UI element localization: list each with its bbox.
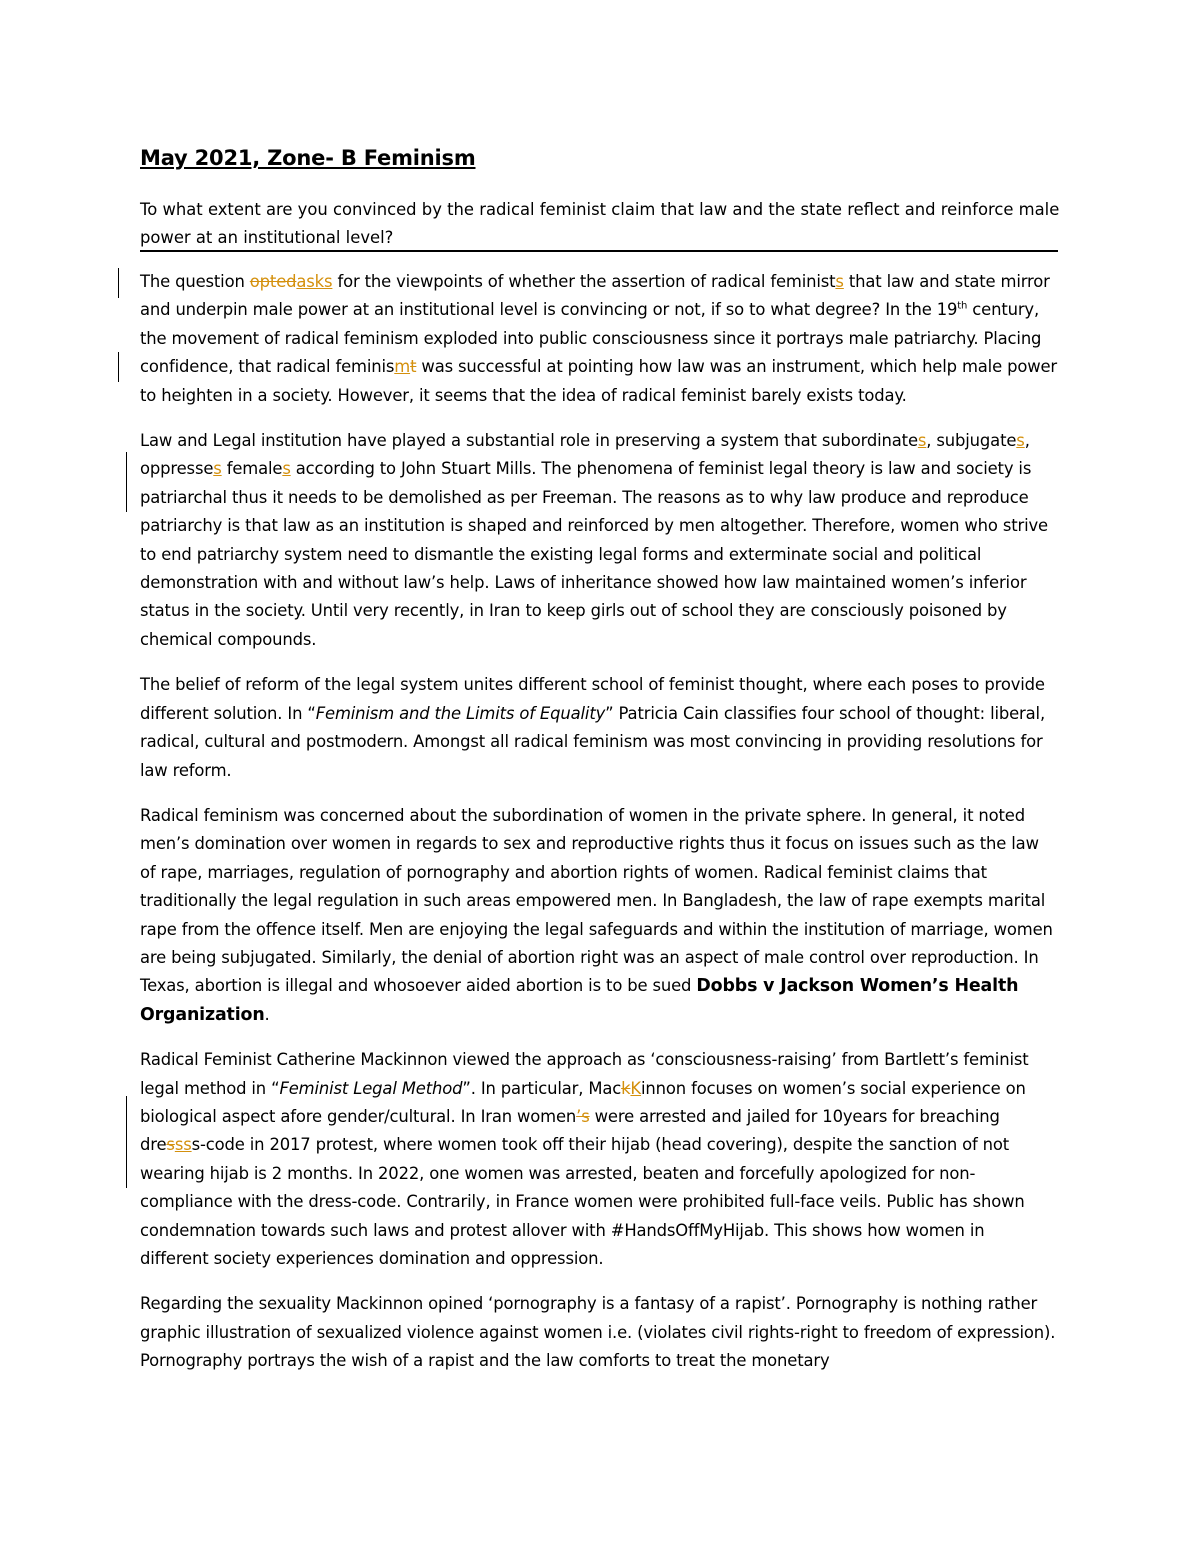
tracked-insertion: asks — [296, 272, 333, 291]
paragraph-4: Radical feminism was concerned about the subordination of women in the private sphere. In general, it noted men’s domination over women in regards to sex and reproductive rights thus it focus on issues such as the law of rape, marriages, regulation of pornography and abortion rights of women. Radical feminist claims that traditionally the legal regulation in such areas empowered men. In Bangladesh, the law of rape exempts marital rape from the offence itself. Men are enjoying the legal safeguards and within the institution of marriage, women are being subjugated. Similarly, the denial of abortion right was an aspect of male control over reproduction. In Texas, abortion is illegal and whosoever aided abortion is to be sued Dobbs v Jackson Women’s Health Organization. — [140, 805, 1053, 1025]
tracked-insertion: m — [394, 357, 411, 377]
change-bar — [126, 452, 127, 512]
document-body — [140, 268, 1058, 1393]
tracked-insertion: s — [1016, 431, 1025, 451]
paragraph-3: The belief of reform of the legal system unites different school of feminist thought, where each poses to provide different solution. In “Feminism and the Limits of Equality” Patricia Cain classifies four school of thought: liberal, radical, cultural and postmodern. Amongst all radical feminism was most convincing in providing resolutions for law reform. — [140, 675, 1046, 780]
tracked-insertion: s — [213, 459, 222, 479]
tracked-deletion: ’s — [576, 1106, 590, 1126]
tracked-deletion: opted — [249, 272, 297, 291]
document-title: May 2021, Zone- B Feminism — [140, 146, 476, 170]
tracked-insertion: s — [835, 272, 844, 291]
change-bar — [118, 352, 119, 382]
tracked-deletion: k — [621, 1078, 631, 1098]
tracked-deletion: s — [166, 1135, 175, 1155]
change-bar — [118, 268, 119, 298]
essay-question: To what extent are you convinced by the radical feminist claim that law and the state reflect and reinforce male power at an institutional level? — [140, 200, 1060, 247]
tracked-deletion: t — [410, 357, 417, 377]
paragraph-2: Law and Legal institution have played a substantial role in preserving a system that subordinates, subjugates, oppresses females according to John Stuart Mills. The phenomena of feminist legal theory is law and society is patriarchal thus it needs to be demolished as per Freeman. The reasons as to why law produce and reproduce patriarchy is that law as an institution is shaped and reinforced by men altogether. Therefore, women who strive to end patriarchy system need to dismantle the existing legal forms and exterminate social and political demonstration with and without law’s help. Laws of inheritance showed how law maintained women’s inferior status in the society. Until very recently, in Iran to keep girls out of school they are consciously poisoned by chemical compounds. — [140, 431, 1048, 649]
tracked-insertion: K — [630, 1078, 642, 1098]
paragraph-1: The question optedasks for the viewpoints of whether the assertion of radical feminists that law and state mirror and underpin male power at an institutional level is convincing or not, if so to what degree? In the 19th century, the movement of radical feminism exploded into public consciousness since it portrays male patriarchy. Placing confidence, that radical feminismt was successful at pointing how law was an instrument, which help male power to heighten in a society. However, it seems that the idea of radical feminist barely exists today. — [140, 272, 1057, 405]
superscript: th — [957, 300, 968, 312]
horizontal-rule — [140, 250, 1058, 252]
tracked-insertion: ss — [174, 1135, 192, 1155]
case-name: Dobbs v Jackson Women’s Health Organization — [140, 976, 1019, 1025]
paragraph-5: Radical Feminist Catherine Mackinnon viewed the approach as ‘consciousness-raising’ from Bartlett’s feminist legal method in “Feminist Legal Method”. In particular, MackKinnon focuses on women’s social experience on biological aspect afore gender/cultural. In Iran women’s were arrested and jailed for 10years for breaching dressss-code in 2017 protest, where women took off their hijab (head covering), despite the sanction of not wearing hijab is 2 months. In 2022, one women was arrested, beaten and forcefully apologized for non-compliance with the dress-code. Contrarily, in France women were prohibited full-face veils. Public has shown condemnation towards such laws and protest allover with #HandsOffMyHijab. This shows how women in different society experiences domination and oppression. — [140, 1050, 1029, 1268]
tracked-insertion: s — [282, 459, 291, 479]
change-bar — [126, 1096, 127, 1188]
italic-title: Feminist Legal Method — [279, 1078, 463, 1098]
tracked-insertion: s — [917, 431, 927, 451]
italic-title: Feminism and the Limits of Equality — [315, 703, 606, 723]
paragraph-6: Regarding the sexuality Mackinnon opined ‘pornography is a fantasy of a rapist’. Pornography is nothing rather graphic illustration of sexualized violence against women i.e. (violates civil rights-right to freedom of expression). Pornography portrays the wish of a rapist and the law comforts to treat the monetary — [140, 1294, 1056, 1371]
